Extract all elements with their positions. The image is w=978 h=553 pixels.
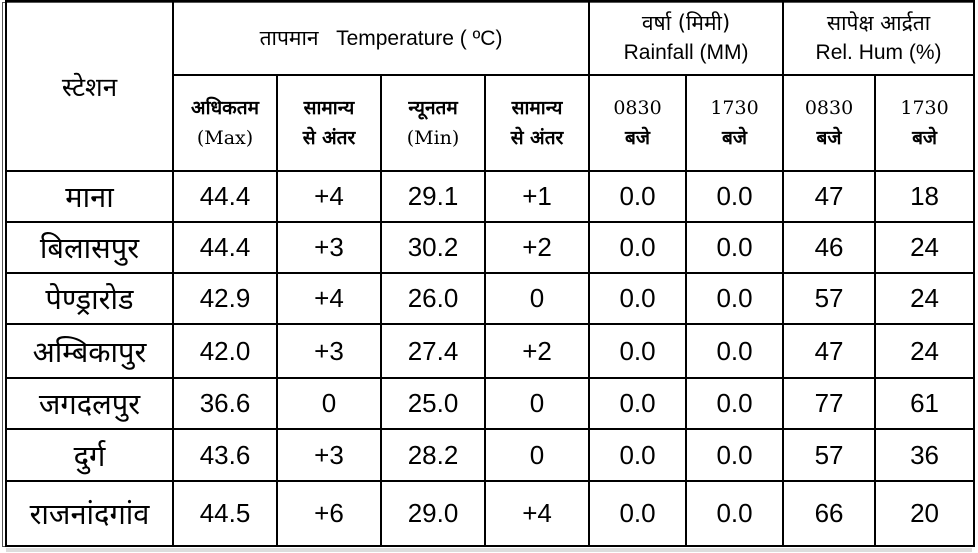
rain-0830-cell: 0.0: [589, 481, 686, 546]
min-departure-header-line2: से अंतर: [510, 127, 564, 149]
rain-1730-cell: 0.0: [686, 429, 783, 481]
rain-0830-header: [589, 75, 686, 171]
weather-table: [5, 0, 975, 547]
min-departure-cell: +2: [485, 222, 589, 273]
rh-0830-cell: 77: [783, 378, 875, 429]
rain-1730-header: [686, 75, 783, 171]
rh-1730-time: 1730: [900, 97, 949, 119]
max-temp-cell: 36.6: [173, 378, 277, 429]
max-departure-header: [277, 75, 381, 171]
temperature-header: [173, 1, 589, 75]
station-name: बिलासपुर: [6, 222, 173, 273]
min-departure-header-line1: सामान्य: [511, 97, 563, 119]
station-name: दुर्ग: [6, 429, 173, 481]
station-name: माना: [6, 171, 173, 222]
min-departure-cell: 0: [485, 429, 589, 481]
max-departure-cell: 0: [277, 378, 381, 429]
min-temp-cell: 27.4: [381, 324, 485, 378]
station-name: राजनांदगांव: [6, 481, 173, 546]
rh-1730-cell: 18: [875, 171, 974, 222]
rh-1730-cell: 24: [875, 222, 974, 273]
max-temp-cell: 42.9: [173, 273, 277, 324]
rh-0830-cell: 57: [783, 429, 875, 481]
rh-0830-cell: 57: [783, 273, 875, 324]
table-row: [6, 324, 974, 378]
rh-0830-cell: 46: [783, 222, 875, 273]
table-row: [6, 429, 974, 481]
humidity-header-hi: सापेक्ष आर्द्रता: [826, 11, 931, 35]
humidity-header-en: Rel. Hum (%): [815, 41, 942, 64]
rh-1730-cell: 61: [875, 378, 974, 429]
rh-0830-time: 0830: [804, 97, 854, 119]
min-departure-cell: +4: [485, 481, 589, 546]
min-temp-cell: 26.0: [381, 273, 485, 324]
max-departure-cell: +6: [277, 481, 381, 546]
rain-0830-cell: 0.0: [589, 273, 686, 324]
min-temp-cell: 28.2: [381, 429, 485, 481]
min-departure-cell: 0: [485, 273, 589, 324]
rainfall-header-hi: वर्षा (मिमी): [641, 11, 731, 35]
rh-1730-cell: 36: [875, 429, 974, 481]
max-temp-header-en: (Max): [196, 127, 254, 149]
max-departure-cell: +4: [277, 273, 381, 324]
max-departure-cell: +4: [277, 171, 381, 222]
rain-1730-cell: 0.0: [686, 222, 783, 273]
table-row: [6, 378, 974, 429]
rain-1730-cell: 0.0: [686, 481, 783, 546]
max-temp-header-hi: अधिकतम: [191, 97, 259, 119]
min-departure-cell: +1: [485, 171, 589, 222]
temperature-header-hi: तापमान: [259, 25, 319, 50]
page-shadow: [6, 548, 972, 552]
min-temp-header-en: (Min): [406, 127, 460, 149]
rain-1730-time: 1730: [710, 97, 759, 119]
max-departure-cell: +3: [277, 429, 381, 481]
rain-0830-cell: 0.0: [589, 222, 686, 273]
station-name: अम्बिकापुर: [6, 324, 173, 378]
rain-1730-cell: 0.0: [686, 324, 783, 378]
humidity-header: [783, 1, 974, 75]
rain-0830-cell: 0.0: [589, 171, 686, 222]
min-departure-cell: 0: [485, 378, 589, 429]
rh-0830-cell: 47: [783, 171, 875, 222]
max-departure-cell: +3: [277, 222, 381, 273]
min-temp-header: [381, 75, 485, 171]
rain-0830-cell: 0.0: [589, 378, 686, 429]
max-temp-cell: 44.5: [173, 481, 277, 546]
rh-1730-cell: 24: [875, 324, 974, 378]
station-header: स्टेशन: [6, 1, 173, 171]
rainfall-header: [589, 1, 783, 75]
rh-1730-cell: 20: [875, 481, 974, 546]
max-temp-cell: 44.4: [173, 171, 277, 222]
min-departure-cell: +2: [485, 324, 589, 378]
max-departure-header-line2: से अंतर: [302, 127, 356, 149]
rh-0830-cell: 47: [783, 324, 875, 378]
max-departure-header-line1: सामान्य: [303, 97, 355, 119]
min-departure-header: [485, 75, 589, 171]
rh-0830-cell: 66: [783, 481, 875, 546]
rain-1730-cell: 0.0: [686, 171, 783, 222]
table-row: [6, 171, 974, 222]
table-row: [6, 481, 974, 546]
rh-0830-header: [783, 75, 875, 171]
station-name: जगदलपुर: [6, 378, 173, 429]
table-row: [6, 222, 974, 273]
rain-1730-cell: 0.0: [686, 378, 783, 429]
rain-0830-cell: 0.0: [589, 429, 686, 481]
rain-1730-cell: 0.0: [686, 273, 783, 324]
min-temp-header-hi: न्यूनतम: [408, 97, 458, 119]
rh-1730-header: [875, 75, 974, 171]
max-temp-header: [173, 75, 277, 171]
station-name: पेण्ड्रारोड: [6, 273, 173, 324]
max-temp-cell: 43.6: [173, 429, 277, 481]
min-temp-cell: 30.2: [381, 222, 485, 273]
min-temp-cell: 25.0: [381, 378, 485, 429]
max-temp-cell: 44.4: [173, 222, 277, 273]
rain-0830-time: 0830: [613, 97, 662, 119]
rh-1730-unit: बजे: [912, 127, 938, 149]
table-row: [6, 273, 974, 324]
rh-0830-unit: बजे: [816, 127, 842, 149]
max-departure-cell: +3: [277, 324, 381, 378]
rain-0830-cell: 0.0: [589, 324, 686, 378]
rainfall-header-en: Rainfall (MM): [623, 41, 749, 64]
min-temp-cell: 29.0: [381, 481, 485, 546]
rh-1730-cell: 24: [875, 273, 974, 324]
rain-1730-unit: बजे: [722, 127, 747, 149]
min-temp-cell: 29.1: [381, 171, 485, 222]
temperature-header-en: Temperature ( ºC): [336, 26, 503, 50]
max-temp-cell: 42.0: [173, 324, 277, 378]
rain-0830-unit: बजे: [625, 127, 650, 149]
